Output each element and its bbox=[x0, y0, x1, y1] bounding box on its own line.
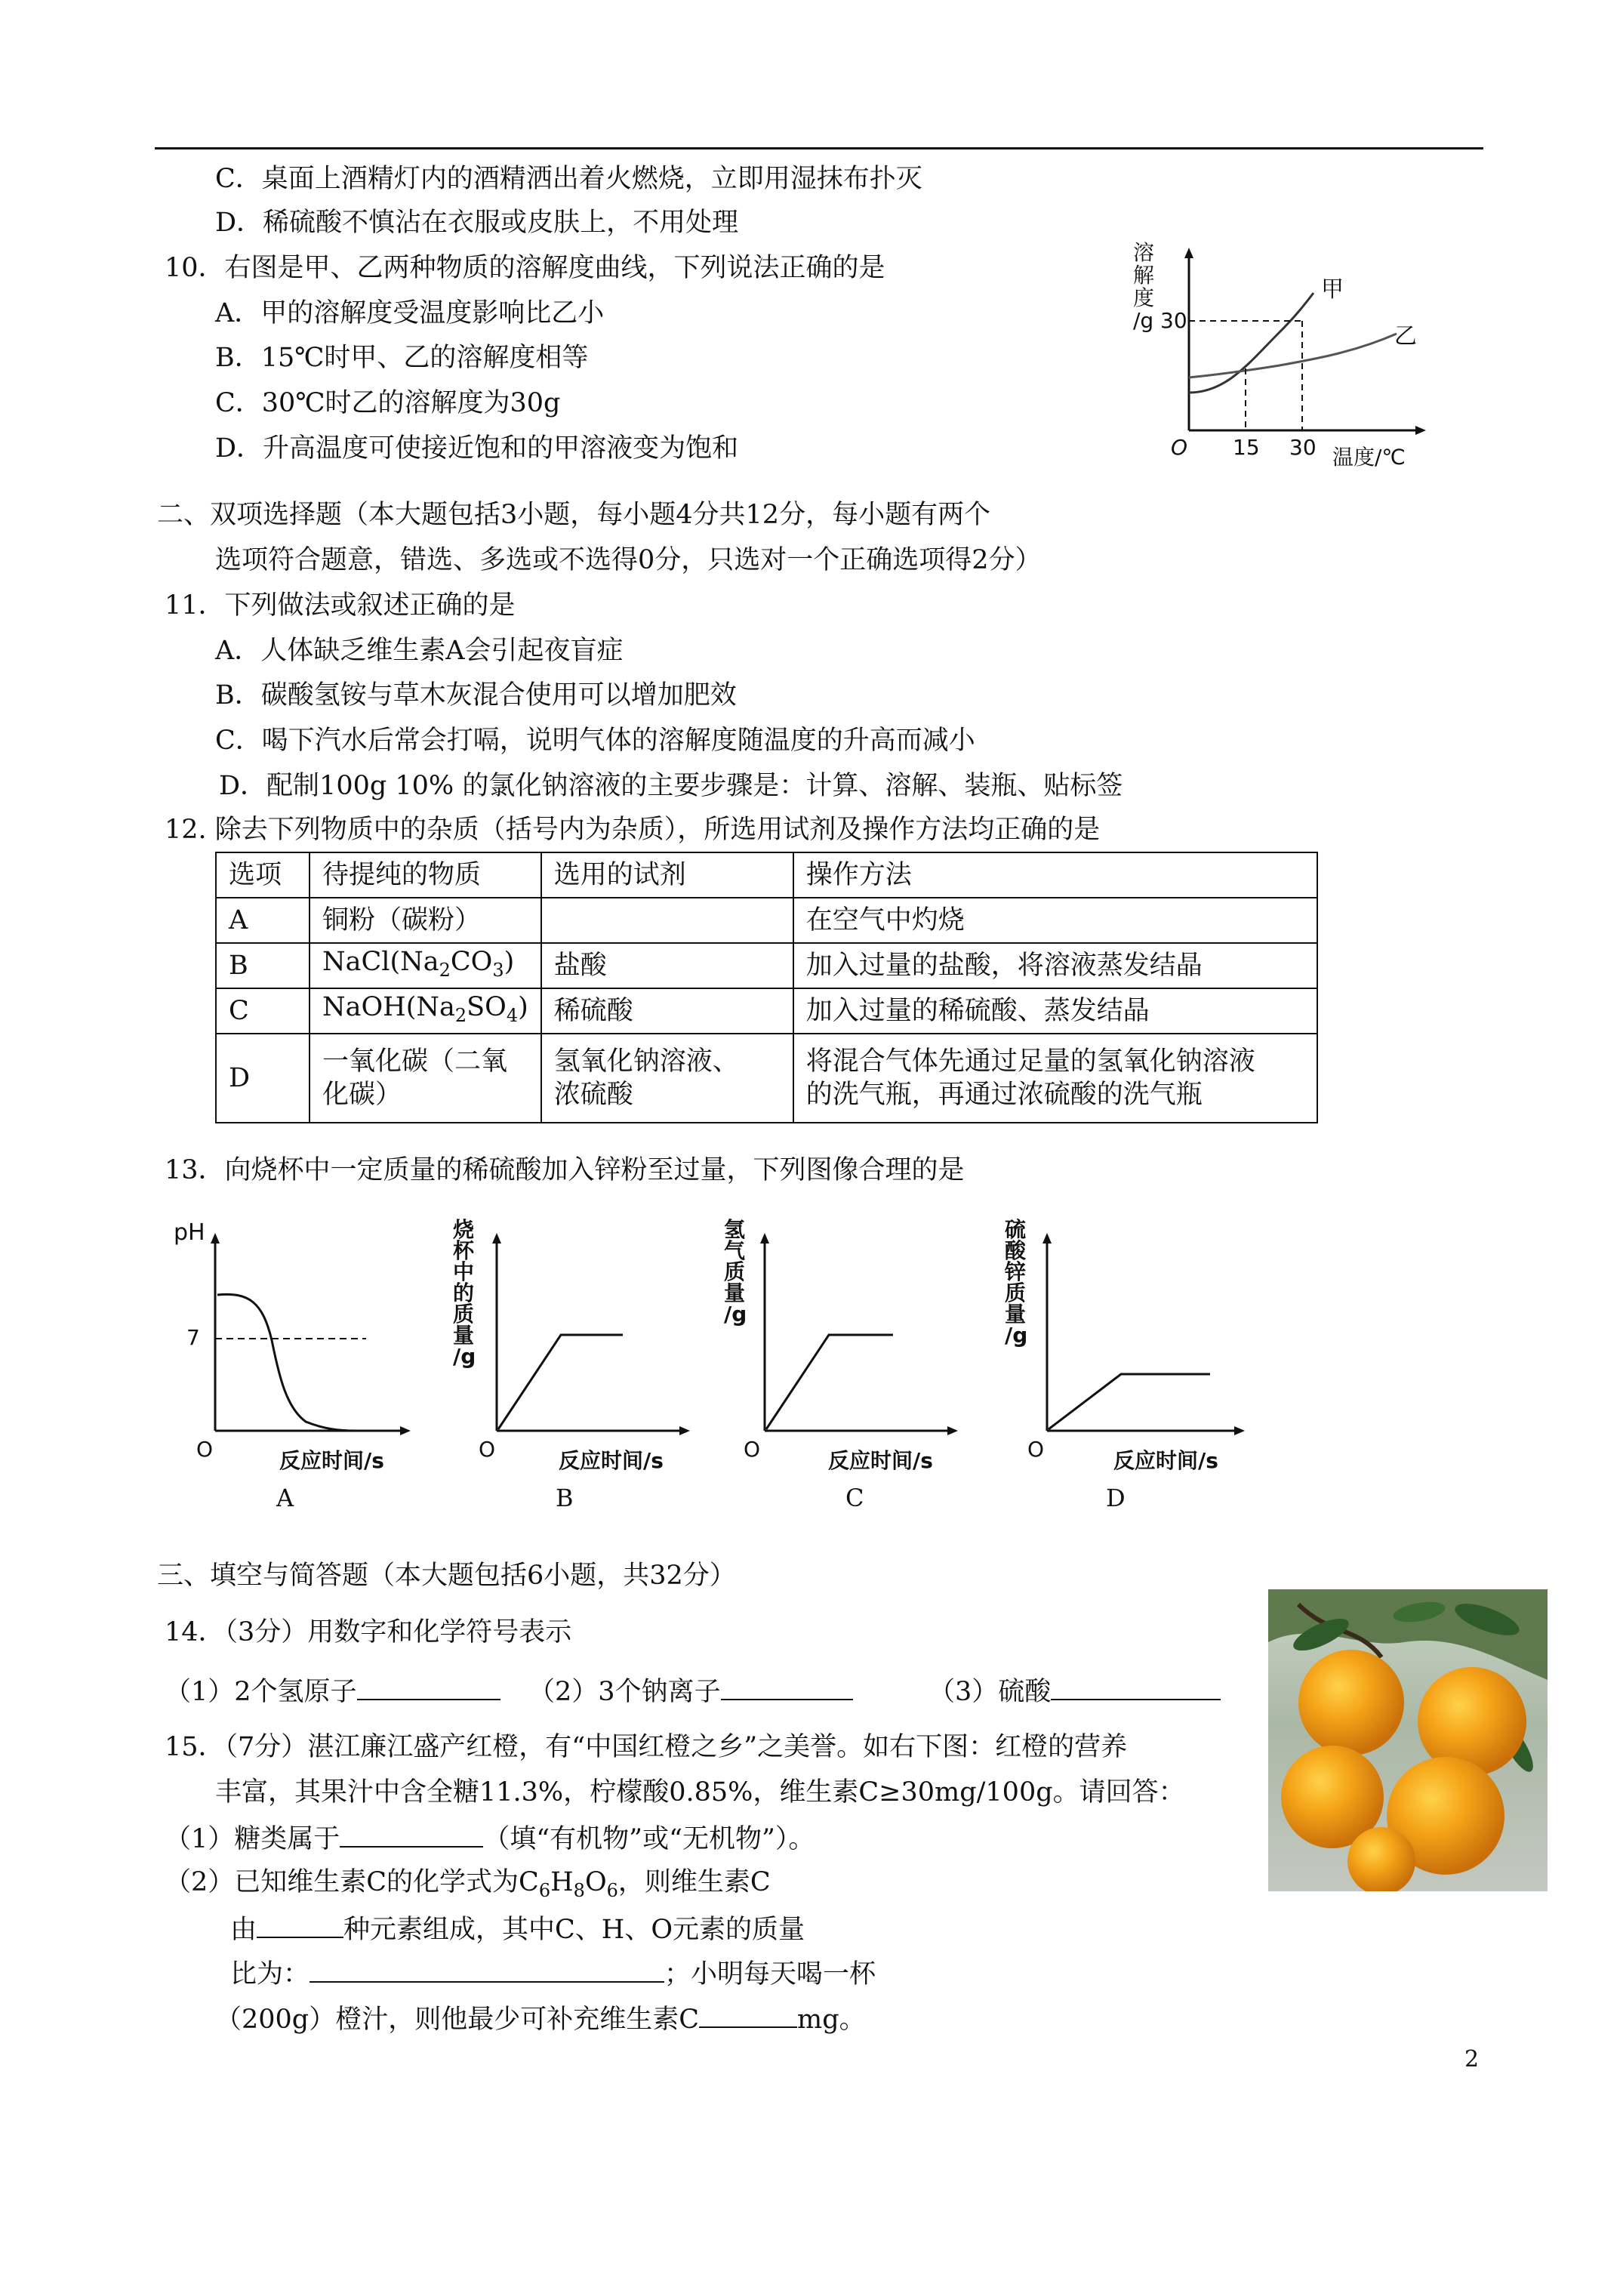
graph-d-option: D bbox=[1106, 1484, 1126, 1512]
header-rule bbox=[155, 147, 1483, 149]
x-axis-label: 温度/℃ bbox=[1332, 445, 1406, 470]
series-jia-label: 甲 bbox=[1321, 276, 1344, 303]
q12-table bbox=[215, 852, 1318, 1123]
graph-c-xlabel: 反应时间/s bbox=[828, 1448, 933, 1473]
orange-photo bbox=[1268, 1589, 1548, 1891]
q11-option-d: D．配制100g 10% 的氯化钠溶液的主要步骤是：计算、溶解、装瓶、贴标签 bbox=[219, 771, 1123, 801]
q15-stem-cont: 丰富，其果汁中含全糖11.3%，柠檬酸0.85%，维生素C≥30mg/100g。请回答： bbox=[215, 1777, 1185, 1808]
series-yi-label: 乙 bbox=[1394, 323, 1417, 350]
graph-c-ylabel: 氢 气 质 量 /g bbox=[724, 1217, 747, 1327]
q10-option-a: A．甲的溶解度受温度影响比乙小 bbox=[215, 298, 605, 328]
graph-a-origin: O bbox=[196, 1437, 214, 1462]
q11-option-a: A．人体缺乏维生素A会引起夜盲症 bbox=[215, 636, 624, 666]
graph-b-svg bbox=[453, 1219, 702, 1446]
graph-a-ytick: 7 bbox=[186, 1325, 200, 1350]
table-row bbox=[216, 988, 1317, 1034]
orange-photo-svg bbox=[1268, 1589, 1548, 1891]
graph-c bbox=[721, 1219, 970, 1514]
graph-d-xlabel: 反应时间/s bbox=[1113, 1448, 1218, 1473]
q14-part3: （3）硫酸 bbox=[929, 1673, 1221, 1709]
q15-part2-line4: （200g）橙汁，则他最少可补充维生素C mg。 bbox=[215, 2001, 866, 2036]
page-number: 2 bbox=[1464, 2046, 1480, 2073]
row-b-substance: $NaCl(Na_2CO_3)$ bbox=[310, 943, 541, 988]
q10-option-c: C．30℃时乙的溶解度为30g bbox=[215, 388, 561, 418]
graph-a bbox=[174, 1219, 423, 1514]
q14-part1: （1）2个氢原子 bbox=[165, 1673, 500, 1709]
y-tick-30: 30 bbox=[1160, 308, 1187, 333]
graph-c-option: C bbox=[845, 1484, 864, 1512]
q15-part2: （2）已知维生素C的化学式为$C_6H_8O_6$，则维生素C bbox=[165, 1867, 771, 1901]
graph-a-option: A bbox=[276, 1484, 294, 1512]
row-d-reagent: 氢氧化钠溶液、 浓硫酸 bbox=[541, 1034, 793, 1123]
row-c-substance: $NaOH(Na_2SO_4)$ bbox=[310, 988, 541, 1034]
q11-option-b: B．碳酸氢铵与草木灰混合使用可以增加肥效 bbox=[215, 680, 737, 710]
header-substance: 待提纯的物质 bbox=[310, 852, 541, 898]
q14-part2: （2）3个钠离子 bbox=[528, 1673, 853, 1709]
q10-option-d: D．升高温度可使接近饱和的甲溶液变为饱和 bbox=[215, 433, 739, 464]
section3-title: 三、填空与简答题（本大题包括6小题，共32分） bbox=[157, 1561, 736, 1591]
table-row bbox=[216, 898, 1317, 943]
q9-option-d: D．稀硫酸不慎沾在衣服或皮肤上，不用处理 bbox=[215, 208, 739, 238]
graph-a-xlabel: 反应时间/s bbox=[279, 1448, 384, 1473]
row-a-method: 在空气中灼烧 bbox=[793, 898, 1317, 943]
graph-d-ylabel: 硫 酸 锌 质 量 /g bbox=[1005, 1217, 1028, 1348]
row-a-reagent bbox=[541, 898, 793, 943]
x-axis-arrow bbox=[1415, 426, 1426, 435]
section2-title: 二、双项选择题（本大题包括3小题，每小题4分共12分，每小题有两个 bbox=[157, 500, 991, 530]
x-tick-30: 30 bbox=[1289, 435, 1317, 460]
row-d-method: 将混合气体先通过足量的氢氧化钠溶液 的洗气瓶，再通过浓硫酸的洗气瓶 bbox=[793, 1034, 1317, 1123]
q13-stem: 13．向烧杯中一定质量的稀硫酸加入锌粉至过量，下列图像合理的是 bbox=[165, 1155, 965, 1185]
q15-stem: 15．（7分）湛江廉江盛产红橙，有“中国红橙之乡”之美誉。如右下图：红橙的营养 bbox=[165, 1732, 1128, 1762]
curve-yi bbox=[1189, 334, 1397, 378]
graph-b-xlabel: 反应时间/s bbox=[559, 1448, 664, 1473]
header-reagent: 选用的试剂 bbox=[541, 852, 793, 898]
row-b-reagent: 盐酸 bbox=[541, 943, 793, 988]
graph-c-origin: O bbox=[744, 1437, 761, 1462]
q10-option-b: B．15℃时甲、乙的溶解度相等 bbox=[215, 343, 589, 373]
row-c-method: 加入过量的稀硫酸、蒸发结晶 bbox=[793, 988, 1317, 1034]
graph-d bbox=[1000, 1219, 1257, 1514]
origin-label: O bbox=[1171, 435, 1188, 460]
row-c-reagent: 稀硫酸 bbox=[541, 988, 793, 1034]
table-row bbox=[216, 1034, 1317, 1123]
row-a-option: A bbox=[216, 898, 310, 943]
curve-jia bbox=[1189, 293, 1313, 393]
graph-b-option: B bbox=[556, 1484, 574, 1512]
q12-stem: 12. 除去下列物质中的杂质（括号内为杂质），所选用试剂及操作方法均正确的是 bbox=[165, 815, 1101, 845]
graph-b-ylabel: 烧 杯 中 的 质 量 /g bbox=[453, 1217, 476, 1369]
section2-title-cont: 选项符合题意，错选、多选或不选得0分，只选对一个正确选项得2分） bbox=[215, 545, 1042, 575]
table-header-row bbox=[216, 852, 1317, 898]
graph-b bbox=[453, 1219, 702, 1514]
header-option: 选项 bbox=[216, 852, 310, 898]
q11-option-c: C．喝下汽水后常会打嗝，说明气体的溶解度随温度的升高而减小 bbox=[215, 726, 975, 756]
row-b-method: 加入过量的盐酸，将溶液蒸发结晶 bbox=[793, 943, 1317, 988]
row-d-substance: 一氧化碳（二氧 化碳） bbox=[310, 1034, 541, 1123]
row-d-option: D bbox=[216, 1034, 310, 1123]
graph-d-origin: O bbox=[1027, 1437, 1045, 1462]
q15-part1: （1）糖类属于 （填“有机物”或“无机物”）。 bbox=[165, 1820, 815, 1856]
y-axis-arrow bbox=[1184, 248, 1193, 258]
row-b-option: B bbox=[216, 943, 310, 988]
x-tick-15: 15 bbox=[1233, 435, 1260, 460]
graph-a-ylabel: pH bbox=[174, 1219, 205, 1246]
graph-d-svg bbox=[1000, 1219, 1257, 1446]
solubility-y-label: 溶 解 度 /g bbox=[1133, 240, 1155, 333]
q15-part2-line3: 比为： ；小明每天喝一杯 bbox=[230, 1955, 876, 1991]
graph-c-svg bbox=[721, 1219, 970, 1446]
table-row bbox=[216, 943, 1317, 988]
row-c-option: C bbox=[216, 988, 310, 1034]
q15-part2-line2: 由 种元素组成，其中C、H、O元素的质量 bbox=[230, 1911, 805, 1946]
q14-stem: 14．（3分）用数字和化学符号表示 bbox=[165, 1617, 572, 1647]
row-a-substance: 铜粉（碳粉） bbox=[310, 898, 541, 943]
solubility-graph bbox=[1129, 242, 1431, 476]
q10-stem: 10．右图是甲、乙两种物质的溶解度曲线，下列说法正确的是 bbox=[165, 253, 885, 283]
header-method: 操作方法 bbox=[793, 852, 1317, 898]
q11-stem: 11．下列做法或叙述正确的是 bbox=[165, 590, 516, 621]
q9-option-c: C．桌面上酒精灯内的酒精洒出着火燃烧，立即用湿抹布扑灭 bbox=[215, 164, 922, 194]
graph-b-origin: O bbox=[479, 1437, 496, 1462]
graph-a-svg bbox=[174, 1219, 423, 1446]
